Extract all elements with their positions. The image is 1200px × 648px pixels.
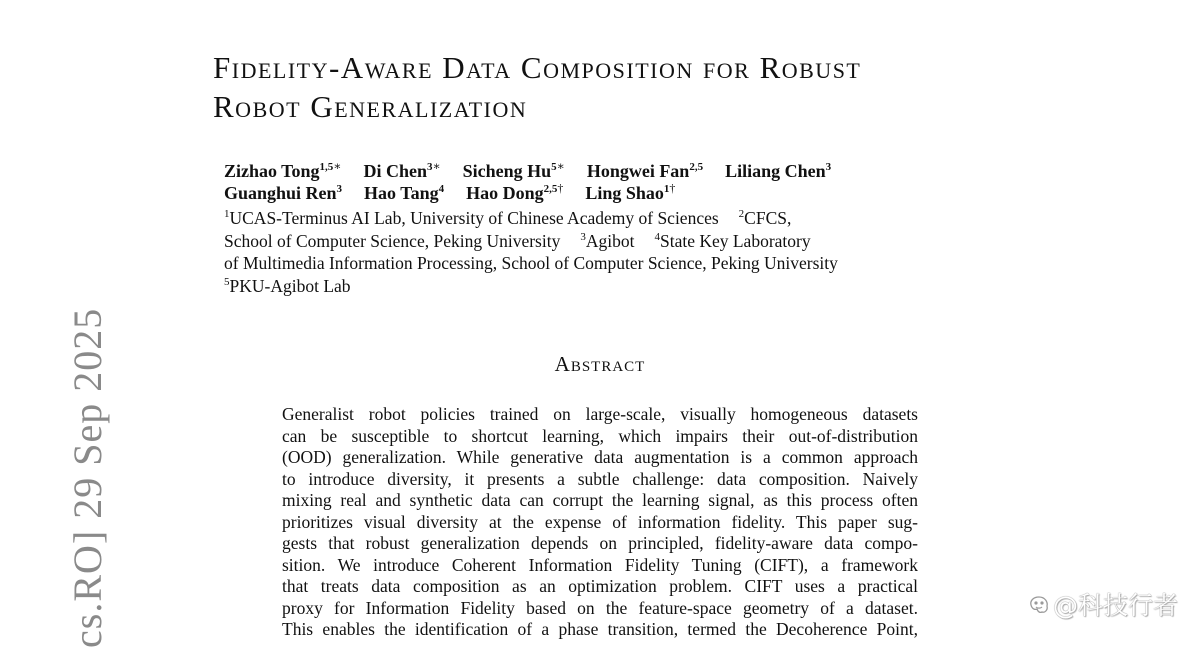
- abstract-body: [282, 404, 918, 641]
- author: Hao Tang$^4$: [364, 183, 445, 203]
- affiliation-line-3: of Multimedia Information Processing, School of Computer Science, Peking University: [224, 253, 838, 273]
- author: Hao Dong$^{2,5\dagger}$: [466, 181, 564, 203]
- abstract-line: proxy for Information Fidelity based on the feature-space geometry of a dataset.: [282, 597, 918, 618]
- author: Hongwei Fan$^{2,5}$: [586, 161, 704, 181]
- abstract-line: that treats data composition as an optimization problem. CIFT uses a practical: [282, 576, 918, 596]
- paper-title: [213, 48, 1013, 126]
- abstract-line: (OOD) generalization. While generative data augmentation is a common approach: [282, 447, 918, 467]
- affiliation-line-2: School of Computer Science, Peking University $^3$Agibot $^4$State Key Laboratory: [224, 230, 811, 251]
- abstract-line: mixing real and synthetic data can corrupt the learning signal, as this process often: [282, 490, 918, 510]
- abstract-heading: Abstract: [554, 352, 646, 376]
- arxiv-identifier-stamp: cs.RO] 29 Sep 2025: [65, 307, 110, 648]
- abstract-line: can be susceptible to shortcut learning, which impairs their out-of-distribution: [282, 425, 918, 446]
- affiliation-line-4: $^5$PKU-Agibot Lab: [224, 275, 351, 296]
- author-line-2: [224, 182, 944, 204]
- paper-title-line-1: Fidelity-Aware Data Composition for Robust: [213, 50, 862, 85]
- affiliation-line-1: $^1$UCAS-Terminus AI Lab, University of Chinese Academy of Sciences $^2$CFCS,: [224, 208, 792, 228]
- author: Guanghui Ren$^3$: [224, 183, 343, 203]
- author-line-1: [224, 160, 944, 182]
- abstract-line: sition. We introduce Coherent Information Fidelity Tuning (CIFT), a framework: [282, 554, 918, 575]
- abstract-line: gests that robust generalization depends on principled, fidelity-aware data compo-: [282, 533, 918, 553]
- abstract-line: prioritizes visual diversity at the expense of information fidelity. This paper sug-: [282, 511, 918, 532]
- author: Ling Shao$^{1\dagger}$: [585, 181, 676, 203]
- author: Di Chen$^{3∗}$: [363, 159, 441, 181]
- author-list: [224, 160, 944, 204]
- abstract-line: Generalist robot policies trained on large-scale, visually homogeneous datasets: [282, 404, 918, 424]
- affiliations: [224, 207, 944, 297]
- paper-title-line-2: Robot Generalization: [213, 89, 528, 124]
- watermark-logo-icon: [1027, 593, 1051, 617]
- abstract-line: This enables the identification of a phase transition, termed the Decoherence Point,: [282, 619, 918, 639]
- watermark: @科技行者: [1027, 586, 1178, 622]
- author: Sicheng $Hu^{5∗}$: [462, 159, 565, 181]
- author: Liliang Chen$^3$: [725, 161, 832, 181]
- author: Zizhao Tong$^{1,5∗}$: [224, 159, 342, 181]
- abstract-line: to introduce diversity, it presents a subtle challenge: data composition. Naively: [282, 468, 918, 489]
